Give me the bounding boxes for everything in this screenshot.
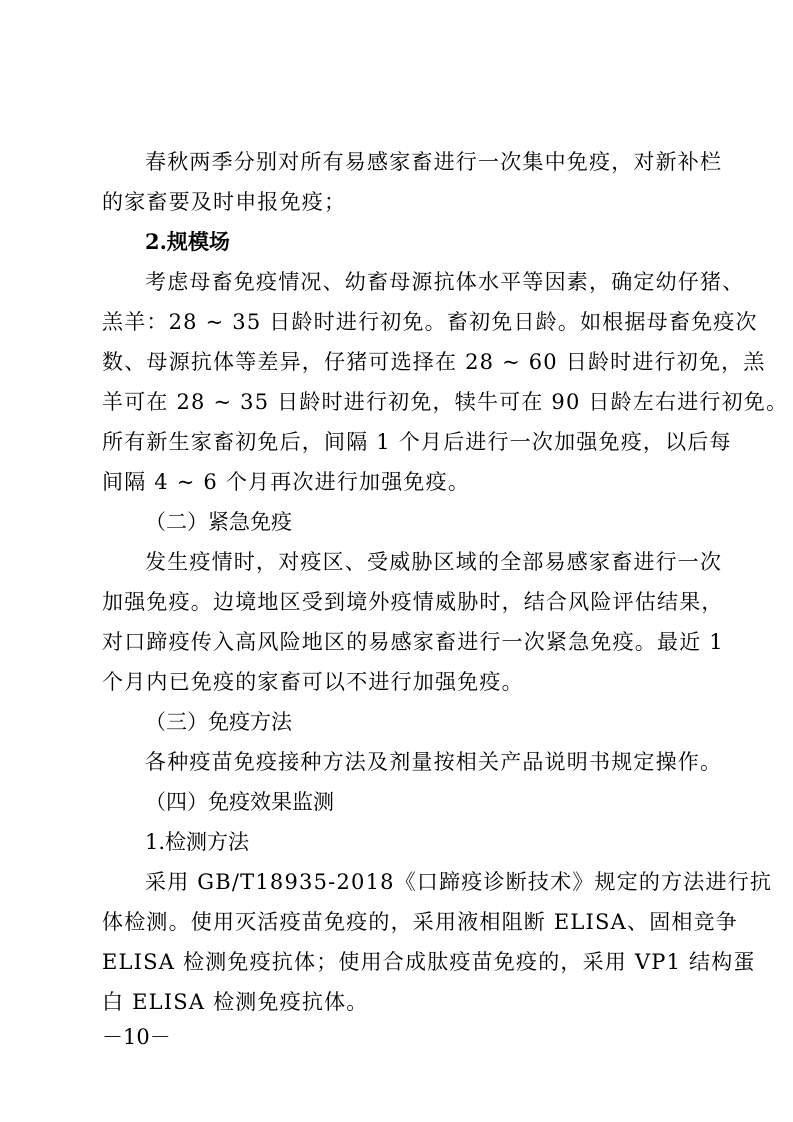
paragraph-line: 对口蹄疫传入高风险地区的易感家畜进行一次紧急免疫。最近 1 bbox=[102, 630, 724, 654]
section-heading: 2.规模场 bbox=[145, 229, 230, 254]
subsection-heading: 1.检测方法 bbox=[145, 830, 250, 854]
paragraph-line: 羊可在 28 ~ 35 日龄时进行初免，犊牛可在 90 日龄左右进行初免。 bbox=[102, 390, 789, 414]
paragraph-line: 羔羊：28 ~ 35 日龄时进行初免。畜初免日龄。如根据母畜免疫次 bbox=[102, 310, 758, 334]
paragraph-line: 白 ELISA 检测免疫抗体。 bbox=[102, 990, 369, 1014]
page-number: －10－ bbox=[102, 1025, 171, 1049]
paragraph-line: ELISA 检测免疫抗体；使用合成肽疫苗免疫的，采用 VP1 结构蛋 bbox=[102, 950, 756, 974]
section-heading: （四）免疫效果监测 bbox=[145, 790, 334, 814]
paragraph-line: 的家畜要及时申报免疫； bbox=[102, 190, 347, 214]
paragraph-line: 春秋两季分别对所有易感家畜进行一次集中免疫，对新补栏 bbox=[145, 150, 723, 174]
paragraph-line: 个月内已免疫的家畜可以不进行加强免疫。 bbox=[102, 670, 524, 694]
paragraph-line: 体检测。使用灭活疫苗免疫的，采用液相阻断 ELISA、固相竞争 bbox=[102, 910, 738, 934]
paragraph-line: 数、母源抗体等差异，仔猪可选择在 28 ~ 60 日龄时进行初免，羔 bbox=[102, 350, 766, 374]
paragraph-line: 所有新生家畜初免后，间隔 1 个月后进行一次加强免疫，以后每 bbox=[102, 430, 732, 454]
paragraph-line: 间隔 4 ~ 6 个月再次进行加强免疫。 bbox=[102, 470, 471, 494]
paragraph-line: 发生疫情时，对疫区、受威胁区域的全部易感家畜进行一次 bbox=[145, 550, 723, 574]
section-heading: （三）免疫方法 bbox=[145, 710, 292, 734]
section-heading: （二）紧急免疫 bbox=[145, 510, 292, 534]
paragraph-line: 各种疫苗免疫接种方法及剂量按相关产品说明书规定操作。 bbox=[145, 750, 723, 774]
paragraph-line: 考虑母畜免疫情况、幼畜母源抗体水平等因素，确定幼仔猪、 bbox=[145, 270, 745, 294]
paragraph-line: 采用 GB/T18935-2018《口蹄疫诊断技术》规定的方法进行抗 bbox=[145, 870, 773, 894]
paragraph-line: 加强免疫。边境地区受到境外疫情威胁时，结合风险评估结果， bbox=[102, 590, 724, 614]
